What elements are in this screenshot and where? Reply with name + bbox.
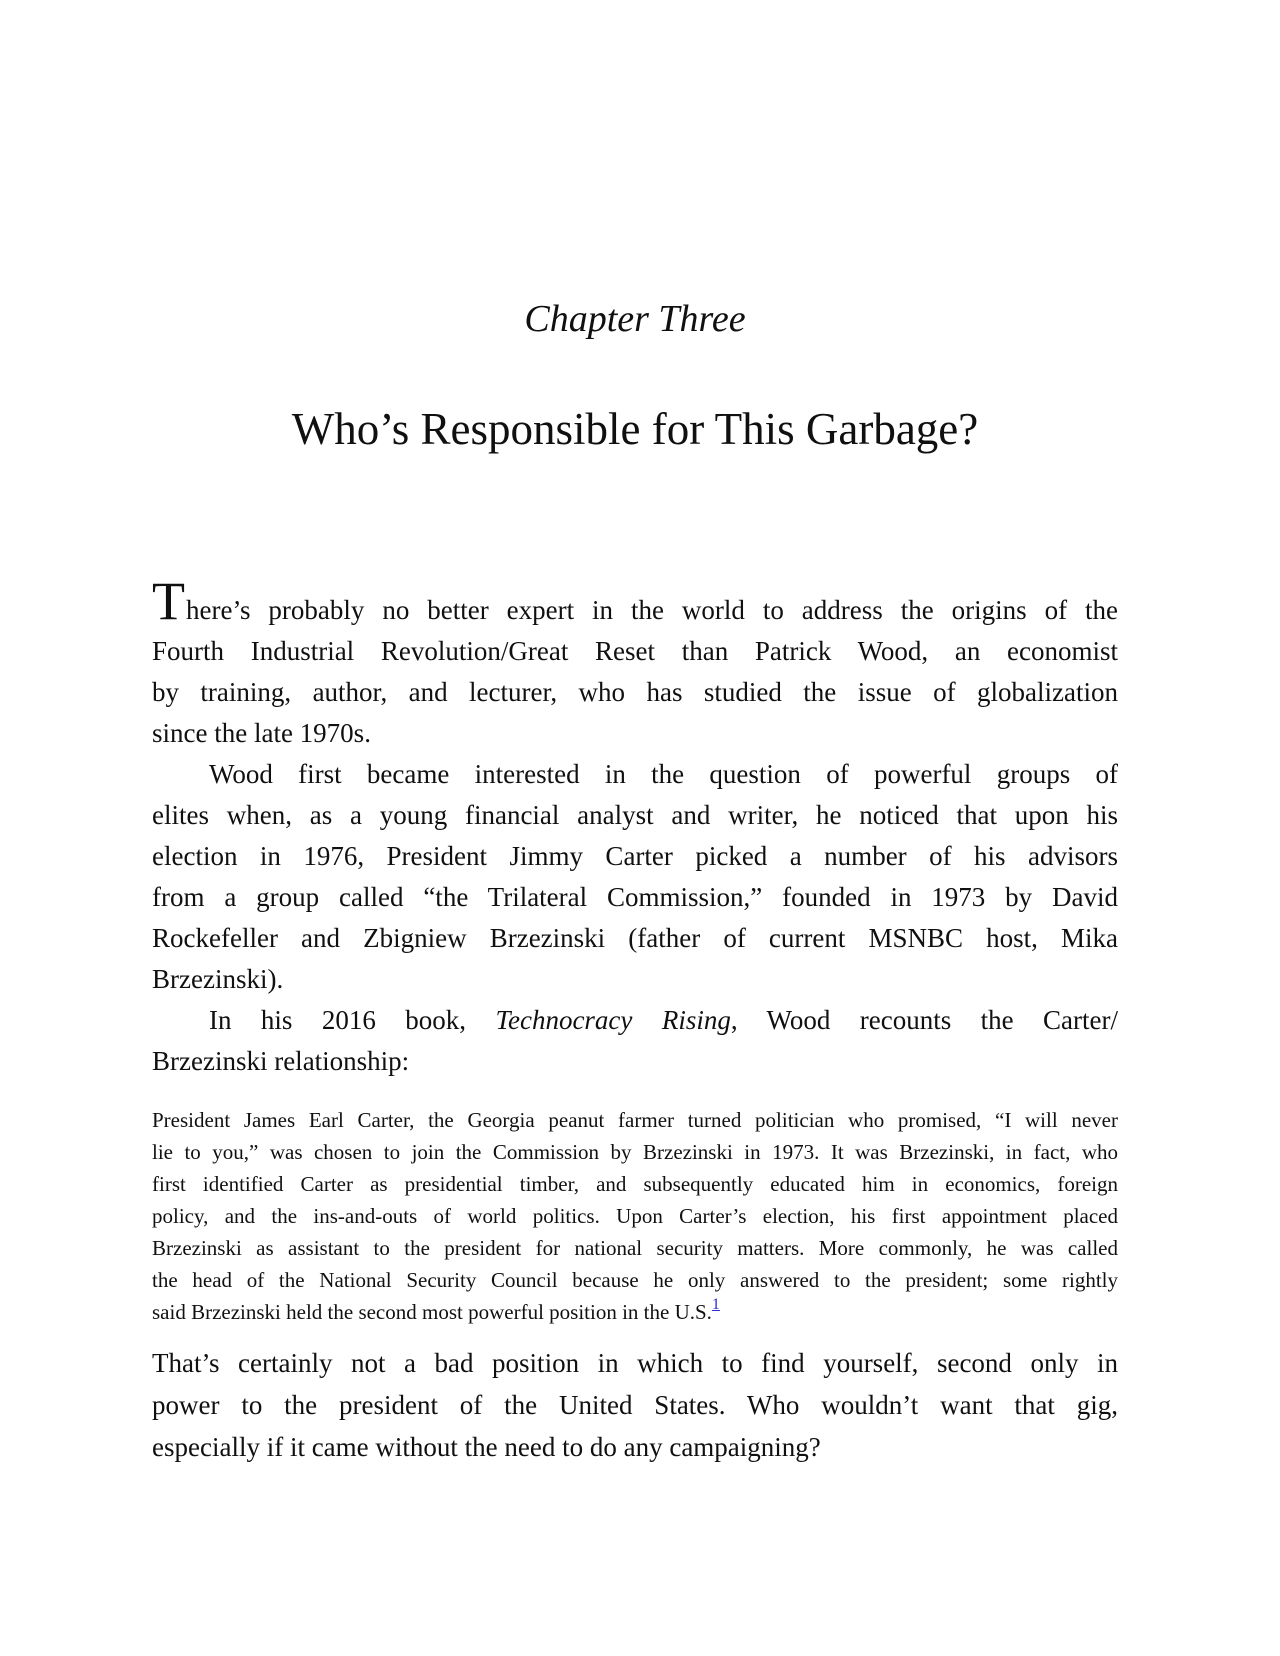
text-segment: by training, author, and lecturer, who has studied the issue of globalization bbox=[152, 677, 1118, 707]
text-segment: power to the president of the United States. Who wouldn’t want that gig, bbox=[152, 1390, 1118, 1420]
text-segment: first identified Carter as presidential timber, and subsequently educated him in economics, foreign bbox=[152, 1172, 1118, 1196]
text-line bbox=[152, 1104, 1118, 1136]
chapter-title: Who’s Responsible for This Garbage? bbox=[291, 404, 979, 454]
text-line bbox=[152, 795, 1118, 836]
footnote-ref-link[interactable]: 1 bbox=[711, 1296, 720, 1313]
text-line bbox=[152, 959, 1118, 1000]
text-segment: the head of the National Security Council because he only answered to the president; some rightly bbox=[152, 1268, 1118, 1292]
text-segment: Technocracy Rising bbox=[495, 1005, 731, 1035]
text-segment: President James Earl Carter, the Georgia peanut farmer turned politician who promised, “I will never bbox=[152, 1108, 1118, 1132]
drop-cap: T bbox=[152, 571, 186, 631]
text-line bbox=[152, 1426, 1118, 1468]
text-line bbox=[152, 1136, 1118, 1168]
text-line bbox=[152, 1041, 1118, 1082]
text-segment: That’s certainly not a bad position in which to find yourself, second only in bbox=[152, 1348, 1118, 1378]
text-line bbox=[152, 836, 1118, 877]
text-segment: , Wood recounts the Carter/ bbox=[730, 1005, 1119, 1035]
text-segment: In his 2016 book, bbox=[209, 1005, 496, 1035]
text-line bbox=[152, 754, 1118, 795]
text-line bbox=[152, 1000, 1118, 1041]
text-segment: policy, and the ins-and-outs of world politics. Upon Carter’s election, his first appointment placed bbox=[152, 1204, 1118, 1228]
text-line bbox=[152, 713, 1118, 754]
text-line bbox=[152, 1296, 1118, 1328]
text-segment: especially if it came without the need to do any campaigning? bbox=[152, 1432, 821, 1462]
text-segment: elites when, as a young financial analyst and writer, he noticed that upon his bbox=[152, 800, 1118, 830]
closing-paragraph bbox=[152, 1342, 1118, 1468]
text-line bbox=[152, 918, 1118, 959]
text-line bbox=[152, 571, 1118, 631]
text-line bbox=[152, 1384, 1118, 1426]
body-paragraphs bbox=[152, 571, 1119, 1082]
text-segment: Brzezinski as assistant to the president for national security matters. More commonly, he was called bbox=[152, 1236, 1118, 1260]
text-segment: Brzezinski). bbox=[152, 964, 284, 994]
text-segment: Wood first became interested in the question of powerful groups of bbox=[209, 759, 1118, 789]
text-segment: Rockefeller and Zbigniew Brzezinski (father of current MSNBC host, Mika bbox=[152, 923, 1118, 953]
text-line bbox=[152, 1200, 1118, 1232]
text-segment: Fourth Industrial Revolution/Great Reset than Patrick Wood, an economist bbox=[152, 636, 1118, 666]
text-line bbox=[152, 877, 1118, 918]
block-quote bbox=[152, 1104, 1118, 1328]
text-segment: since the late 1970s. bbox=[152, 718, 371, 748]
text-segment: election in 1976, President Jimmy Carter picked a number of his advisors bbox=[152, 841, 1118, 871]
text-segment: Brzezinski relationship: bbox=[152, 1046, 410, 1076]
text-line bbox=[152, 631, 1118, 672]
text-segment: said Brzezinski held the second most powerful position in the U.S. bbox=[152, 1300, 712, 1324]
text-segment: here’s probably no better expert in the world to address the origins of the bbox=[186, 595, 1118, 625]
text-segment: from a group called “the Trilateral Commission,” founded in 1973 by David bbox=[152, 882, 1118, 912]
text-line bbox=[152, 1168, 1118, 1200]
text-line bbox=[152, 1264, 1118, 1296]
text-line bbox=[152, 672, 1118, 713]
text-segment: lie to you,” was chosen to join the Commission by Brzezinski in 1973. It was Brzezinski, in fact, who bbox=[152, 1140, 1118, 1164]
text-line bbox=[152, 1232, 1118, 1264]
chapter-heading: Chapter Three bbox=[524, 298, 746, 340]
text-line bbox=[152, 1342, 1118, 1384]
